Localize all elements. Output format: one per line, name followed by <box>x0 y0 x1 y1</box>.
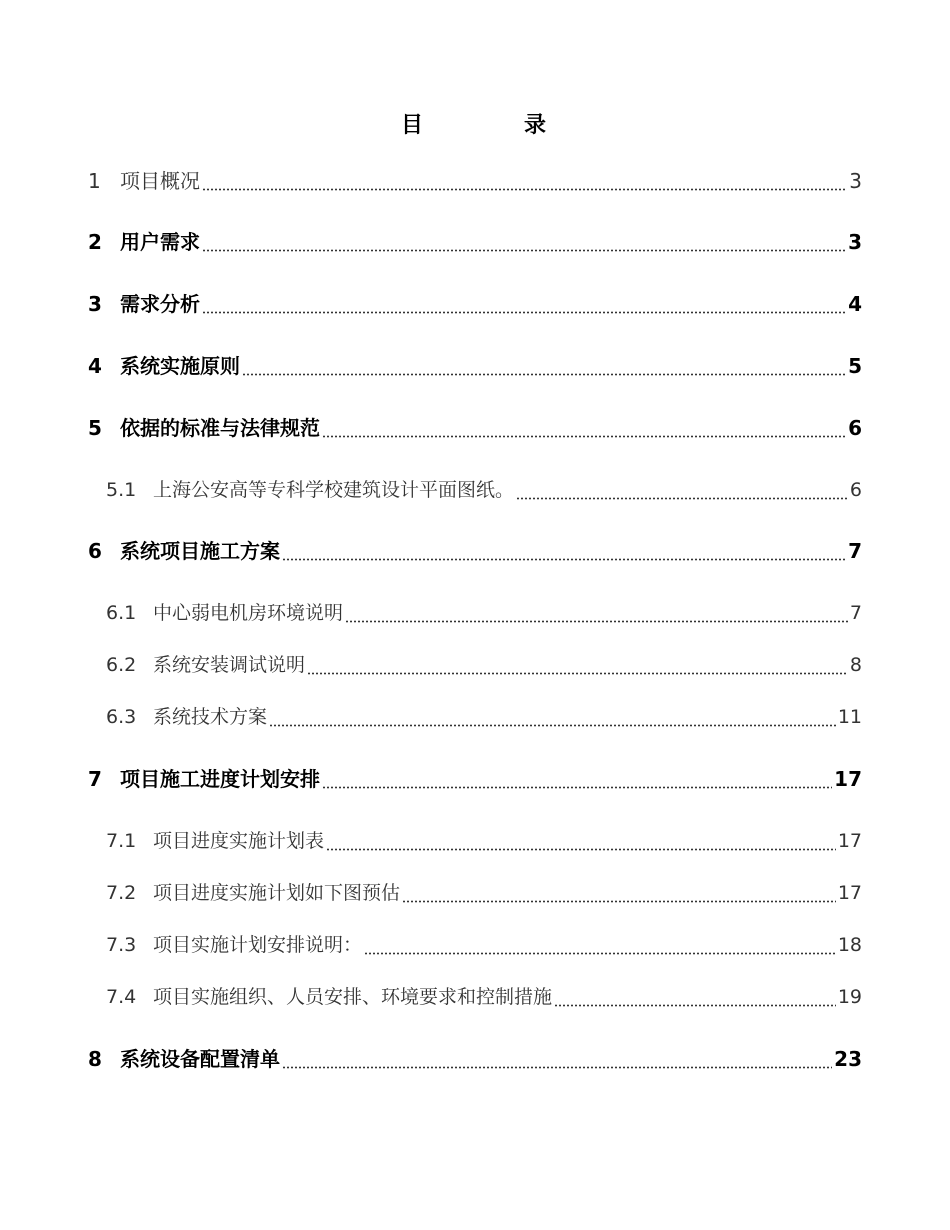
toc-entry-5-1[interactable] <box>0 474 950 506</box>
toc-entry-label: 系统设备配置清单 <box>120 1047 280 1071</box>
toc-entry-7-3[interactable] <box>0 929 950 961</box>
toc-entry-7-2[interactable] <box>0 877 950 909</box>
toc-entry-number: 7.2 <box>106 882 137 904</box>
toc-entry-number: 5.1 <box>106 479 137 501</box>
toc-entry-7-4[interactable] <box>0 981 950 1013</box>
toc-dot-leader <box>202 288 846 320</box>
toc-entry-number: 5 <box>88 416 102 440</box>
toc-dot-leader <box>282 535 846 567</box>
toc-dot-leader <box>345 597 848 629</box>
toc-page-number: 18 <box>837 934 862 956</box>
toc-entry-label: 项目进度实施计划如下图预估 <box>153 882 401 904</box>
toc-entry-number: 6.3 <box>106 706 137 728</box>
toc-page-number: 23 <box>834 1047 862 1071</box>
toc-page-number: 3 <box>849 169 862 193</box>
toc-title-char-1: 目 <box>401 113 424 138</box>
toc-dot-leader <box>307 649 848 681</box>
toc-entry-number: 7.1 <box>106 830 137 852</box>
toc-entry-6-1[interactable] <box>0 597 950 629</box>
toc-entry-6[interactable] <box>0 535 950 567</box>
toc-page-number: 6 <box>848 416 862 440</box>
toc-page-number: 17 <box>837 830 862 852</box>
toc-entry-2[interactable] <box>0 226 950 258</box>
toc-dot-leader <box>322 412 846 444</box>
toc-entry-label: 需求分析 <box>120 292 200 316</box>
toc-page-number: 7 <box>849 602 862 624</box>
toc-entry-6-3[interactable] <box>0 701 950 733</box>
toc-dot-leader <box>242 350 846 382</box>
toc-entry-number: 3 <box>88 292 102 316</box>
toc-entry-number: 7.4 <box>106 986 137 1008</box>
toc-entry-label: 项目施工进度计划安排 <box>120 767 320 791</box>
toc-entry-number: 6.2 <box>106 654 137 676</box>
toc-entry-7[interactable] <box>0 763 950 795</box>
toc-page-number: 8 <box>849 654 862 676</box>
toc-page-number: 6 <box>849 479 862 501</box>
toc-dot-leader <box>516 474 848 506</box>
toc-entry-1[interactable] <box>0 165 950 197</box>
toc-entry-number: 7 <box>88 767 102 791</box>
toc-dot-leader <box>402 877 836 909</box>
toc-dot-leader <box>322 763 832 795</box>
toc-title <box>0 108 950 144</box>
toc-entry-label: 用户需求 <box>120 230 200 254</box>
toc-entry-number: 4 <box>88 354 102 378</box>
toc-entry-label: 系统实施原则 <box>120 354 240 378</box>
toc-entry-number: 1 <box>88 169 101 193</box>
toc-page-number: 5 <box>848 354 862 378</box>
toc-entry-label: 依据的标准与法律规范 <box>120 416 320 440</box>
toc-entry-number: 7.3 <box>106 934 137 956</box>
toc-entry-8[interactable] <box>0 1043 950 1075</box>
toc-dot-leader <box>364 929 836 961</box>
toc-entry-label: 项目进度实施计划表 <box>153 830 325 852</box>
toc-dot-leader <box>202 165 847 197</box>
toc-dot-leader <box>269 701 836 733</box>
toc-entry-label: 系统项目施工方案 <box>120 539 280 563</box>
toc-entry-number: 2 <box>88 230 102 254</box>
toc-entry-number: 8 <box>88 1047 102 1071</box>
toc-entry-number: 6 <box>88 539 102 563</box>
toc-entry-6-2[interactable] <box>0 649 950 681</box>
toc-entry-label: 项目实施组织、人员安排、环境要求和控制措施 <box>153 986 553 1008</box>
toc-page-number: 11 <box>837 706 862 728</box>
toc-entry-7-1[interactable] <box>0 825 950 857</box>
toc-entry-label: 上海公安高等专科学校建筑设计平面图纸。 <box>153 479 515 501</box>
toc-page-number: 17 <box>837 882 862 904</box>
toc-page-number: 4 <box>848 292 862 316</box>
toc-page-number: 7 <box>848 539 862 563</box>
toc-entry-3[interactable] <box>0 288 950 320</box>
toc-title-char-2: 录 <box>524 113 547 138</box>
toc-dot-leader <box>326 825 836 857</box>
toc-entry-label: 项目实施计划安排说明： <box>153 934 363 956</box>
toc-entry-number: 6.1 <box>106 602 137 624</box>
toc-dot-leader <box>282 1043 832 1075</box>
toc-entry-label: 项目概况 <box>120 169 200 193</box>
toc-page-number: 19 <box>837 986 862 1008</box>
toc-dot-leader <box>554 981 836 1013</box>
toc-entry-4[interactable] <box>0 350 950 382</box>
toc-entry-label: 系统安装调试说明 <box>153 654 306 676</box>
toc-entry-label: 系统技术方案 <box>153 706 268 728</box>
toc-entry-5[interactable] <box>0 412 950 444</box>
toc-page-number: 3 <box>848 230 862 254</box>
toc-entry-label: 中心弱电机房环境说明 <box>153 602 344 624</box>
toc-dot-leader <box>202 226 846 258</box>
toc-page-number: 17 <box>834 767 862 791</box>
